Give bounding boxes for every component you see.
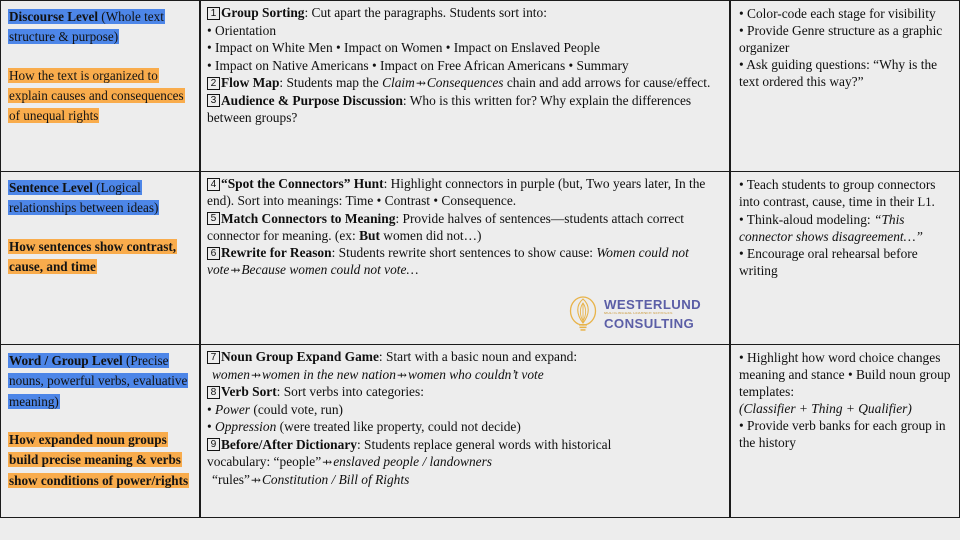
dictionary-map-line <box>207 453 721 470</box>
activity-number-icon: 9 <box>207 438 220 451</box>
activity-item-6 <box>207 244 721 278</box>
support-item: • Provide Genre structure as a graphic organizer <box>739 23 943 56</box>
support-item <box>739 211 952 245</box>
verb-examples: (could vote, run) <box>250 401 343 417</box>
level-title-rest: (Whole text structure & purpose) <box>9 9 164 45</box>
arrow-icon: ⇸ <box>250 367 261 382</box>
support-item: • Provide verb banks for each group in the history <box>739 418 946 451</box>
level-title-sentence <box>8 178 193 219</box>
supports-cell-discourse <box>730 0 960 172</box>
activity-body: : Sort verbs into categories: <box>276 384 424 400</box>
activity-subline: • Impact on Native Americans • Impact on Free African Americans • Summary <box>207 57 629 73</box>
activity-item-3 <box>207 92 721 126</box>
level-cell-discourse <box>0 0 200 172</box>
support-text: • Think-aloud modeling: “This connector shows disagreement…” <box>739 212 923 245</box>
activities-cell-discourse <box>200 0 730 172</box>
level-title-rest: (Precise nouns, powerful verbs, evaluative meaning) <box>9 353 188 409</box>
arrow-icon: ⇸ <box>415 76 426 91</box>
level-description-text: How expanded noun groups build precise meaning & verbs show conditions of power/rights <box>9 431 189 488</box>
level-cell-sentence <box>0 172 200 345</box>
level-description-word-group <box>8 430 193 491</box>
activities-cell-word-group <box>200 345 730 518</box>
logo-line-1: WESTERLUND <box>604 296 702 312</box>
activity-noun-chain <box>207 366 721 383</box>
activity-number-icon: 5 <box>207 212 220 225</box>
support-item-template: (Classifier + Thing + Qualifier) <box>739 401 912 417</box>
activity-title: Flow Map <box>221 75 280 91</box>
verb-category: Power <box>215 401 251 417</box>
level-description-discourse <box>8 66 193 127</box>
activity-title: Audience & Purpose Discussion <box>221 92 403 108</box>
level-title-discourse <box>8 7 193 48</box>
activity-body: : Start with a basic noun and expand: <box>378 349 578 364</box>
activity-body-pre: : Students map the <box>279 75 383 91</box>
verb-sort-bullet: • Power (could vote, run) <box>207 401 343 417</box>
supports-cell-sentence <box>730 172 960 345</box>
dictionary-after: enslaved people / landowners <box>333 454 493 470</box>
support-item: • Highlight how word choice changes meaning and stance • Build noun group templates: <box>739 350 951 400</box>
activity-italic-b: Because women could not vote… <box>241 262 419 278</box>
verb-sort-bullet: • Oppression (were treated like property, could not decide) <box>207 419 521 435</box>
activity-item-2 <box>207 74 721 91</box>
logo-wordmark <box>604 298 708 331</box>
level-description-text: How the text is organized to explain causes and consequences of unequal rights <box>9 67 184 124</box>
chain-step-1: women <box>212 366 250 382</box>
activity-body-pre: : Provide halves of sentences—students attach correct connector for meaning. (ex: <box>207 210 684 243</box>
activity-italic-a: Women could not vote <box>207 245 689 278</box>
activity-body-post: chain and add arrows for cause/effect. <box>503 75 711 91</box>
activity-body-pre: : Students rewrite short sentences to show cause: <box>331 245 597 261</box>
activity-number-icon: 8 <box>207 386 220 399</box>
level-cell-word-group <box>0 345 200 518</box>
activity-italic-b: Consequences <box>426 75 504 91</box>
level-title-rest: (Logical relationships between ideas) <box>9 180 159 216</box>
activity-body: : Cut apart the paragraphs. Students sort into: <box>304 5 547 20</box>
activity-item-5 <box>207 210 721 244</box>
activity-number-icon: 2 <box>207 77 220 90</box>
activity-bold-inline: But <box>359 227 380 243</box>
arrow-icon: ⇸ <box>322 455 333 470</box>
level-description-text: How sentences show contrast, cause, and time <box>9 238 177 274</box>
supports-cell-word-group <box>730 345 960 518</box>
arrow-icon: ⇸ <box>250 473 261 488</box>
arrow-icon: ⇸ <box>396 367 407 382</box>
level-title-bold: Word / Group Level <box>9 353 123 368</box>
activity-body: : Students replace general words with historical <box>356 436 612 452</box>
activity-subline: • Impact on White Men • Impact on Women • Impact on Enslaved People <box>207 40 600 56</box>
logo-tagline: MULTILINGUAL LEARNER SERVICES <box>604 312 673 316</box>
support-text: • Teach students to group connectors into contrast, cause, time in their L1. <box>739 177 936 210</box>
level-title-bold: Sentence Level <box>9 180 93 195</box>
chain-step-3: women who couldn’t vote <box>407 366 544 382</box>
activity-item-1 <box>207 4 721 21</box>
activity-title: Group Sorting <box>221 5 305 20</box>
lightbulb-icon <box>566 294 600 334</box>
activity-subline: • Orientation <box>207 22 277 38</box>
level-title-bold: Discourse Level <box>9 9 98 24</box>
activity-item-4 <box>207 175 721 209</box>
activity-title: “Spot the Connectors” Hunt <box>221 176 384 191</box>
activity-number-icon: 3 <box>207 94 220 107</box>
dictionary-after: Constitution / Bill of Rights <box>261 472 410 488</box>
dictionary-before: vocabulary: “people” <box>207 454 322 470</box>
activity-number-icon: 6 <box>207 247 220 260</box>
westerlund-consulting-logo <box>566 293 716 335</box>
chain-step-2: women in the new nation <box>262 366 396 382</box>
activity-italic-a: Claim <box>382 75 415 91</box>
verb-category: Oppression <box>215 419 277 435</box>
verb-examples: (were treated like property, could not decide) <box>276 419 521 435</box>
level-description-sentence <box>8 237 193 278</box>
support-item <box>739 176 952 211</box>
dictionary-map-line <box>207 471 721 488</box>
activity-body: : Who is this written for? Why explain the differences between groups? <box>207 92 692 125</box>
dictionary-before: “rules” <box>212 472 250 488</box>
support-item: • Encourage oral rehearsal before writing <box>739 246 918 279</box>
activity-number-icon: 4 <box>207 178 220 191</box>
activity-title: Before/After Dictionary <box>221 436 357 452</box>
logo-line-2: CONSULTING <box>604 316 695 332</box>
activity-number-icon: 7 <box>207 351 220 364</box>
activity-title: Match Connectors to Meaning <box>221 210 396 226</box>
level-title-word-group <box>8 351 193 412</box>
activity-title: Rewrite for Reason <box>221 245 332 261</box>
activity-item-8 <box>207 383 721 400</box>
arrow-icon: ⇸ <box>230 263 241 278</box>
support-item: • Ask guiding questions: “Why is the text ordered this way?” <box>739 57 938 90</box>
activity-title: Noun Group Expand Game <box>221 349 379 364</box>
activity-title: Verb Sort <box>221 384 277 400</box>
support-item: • Color-code each stage for visibility <box>739 6 936 21</box>
activity-body: : Highlight connectors in purple (but, Two years later, In the end). Sort into meanings: Time • Contrast • Consequence. <box>207 176 706 209</box>
activity-item-7 <box>207 348 721 365</box>
activity-item-9 <box>207 436 721 453</box>
activity-body-post: women did not…) <box>379 227 482 243</box>
activity-number-icon: 1 <box>207 7 220 20</box>
